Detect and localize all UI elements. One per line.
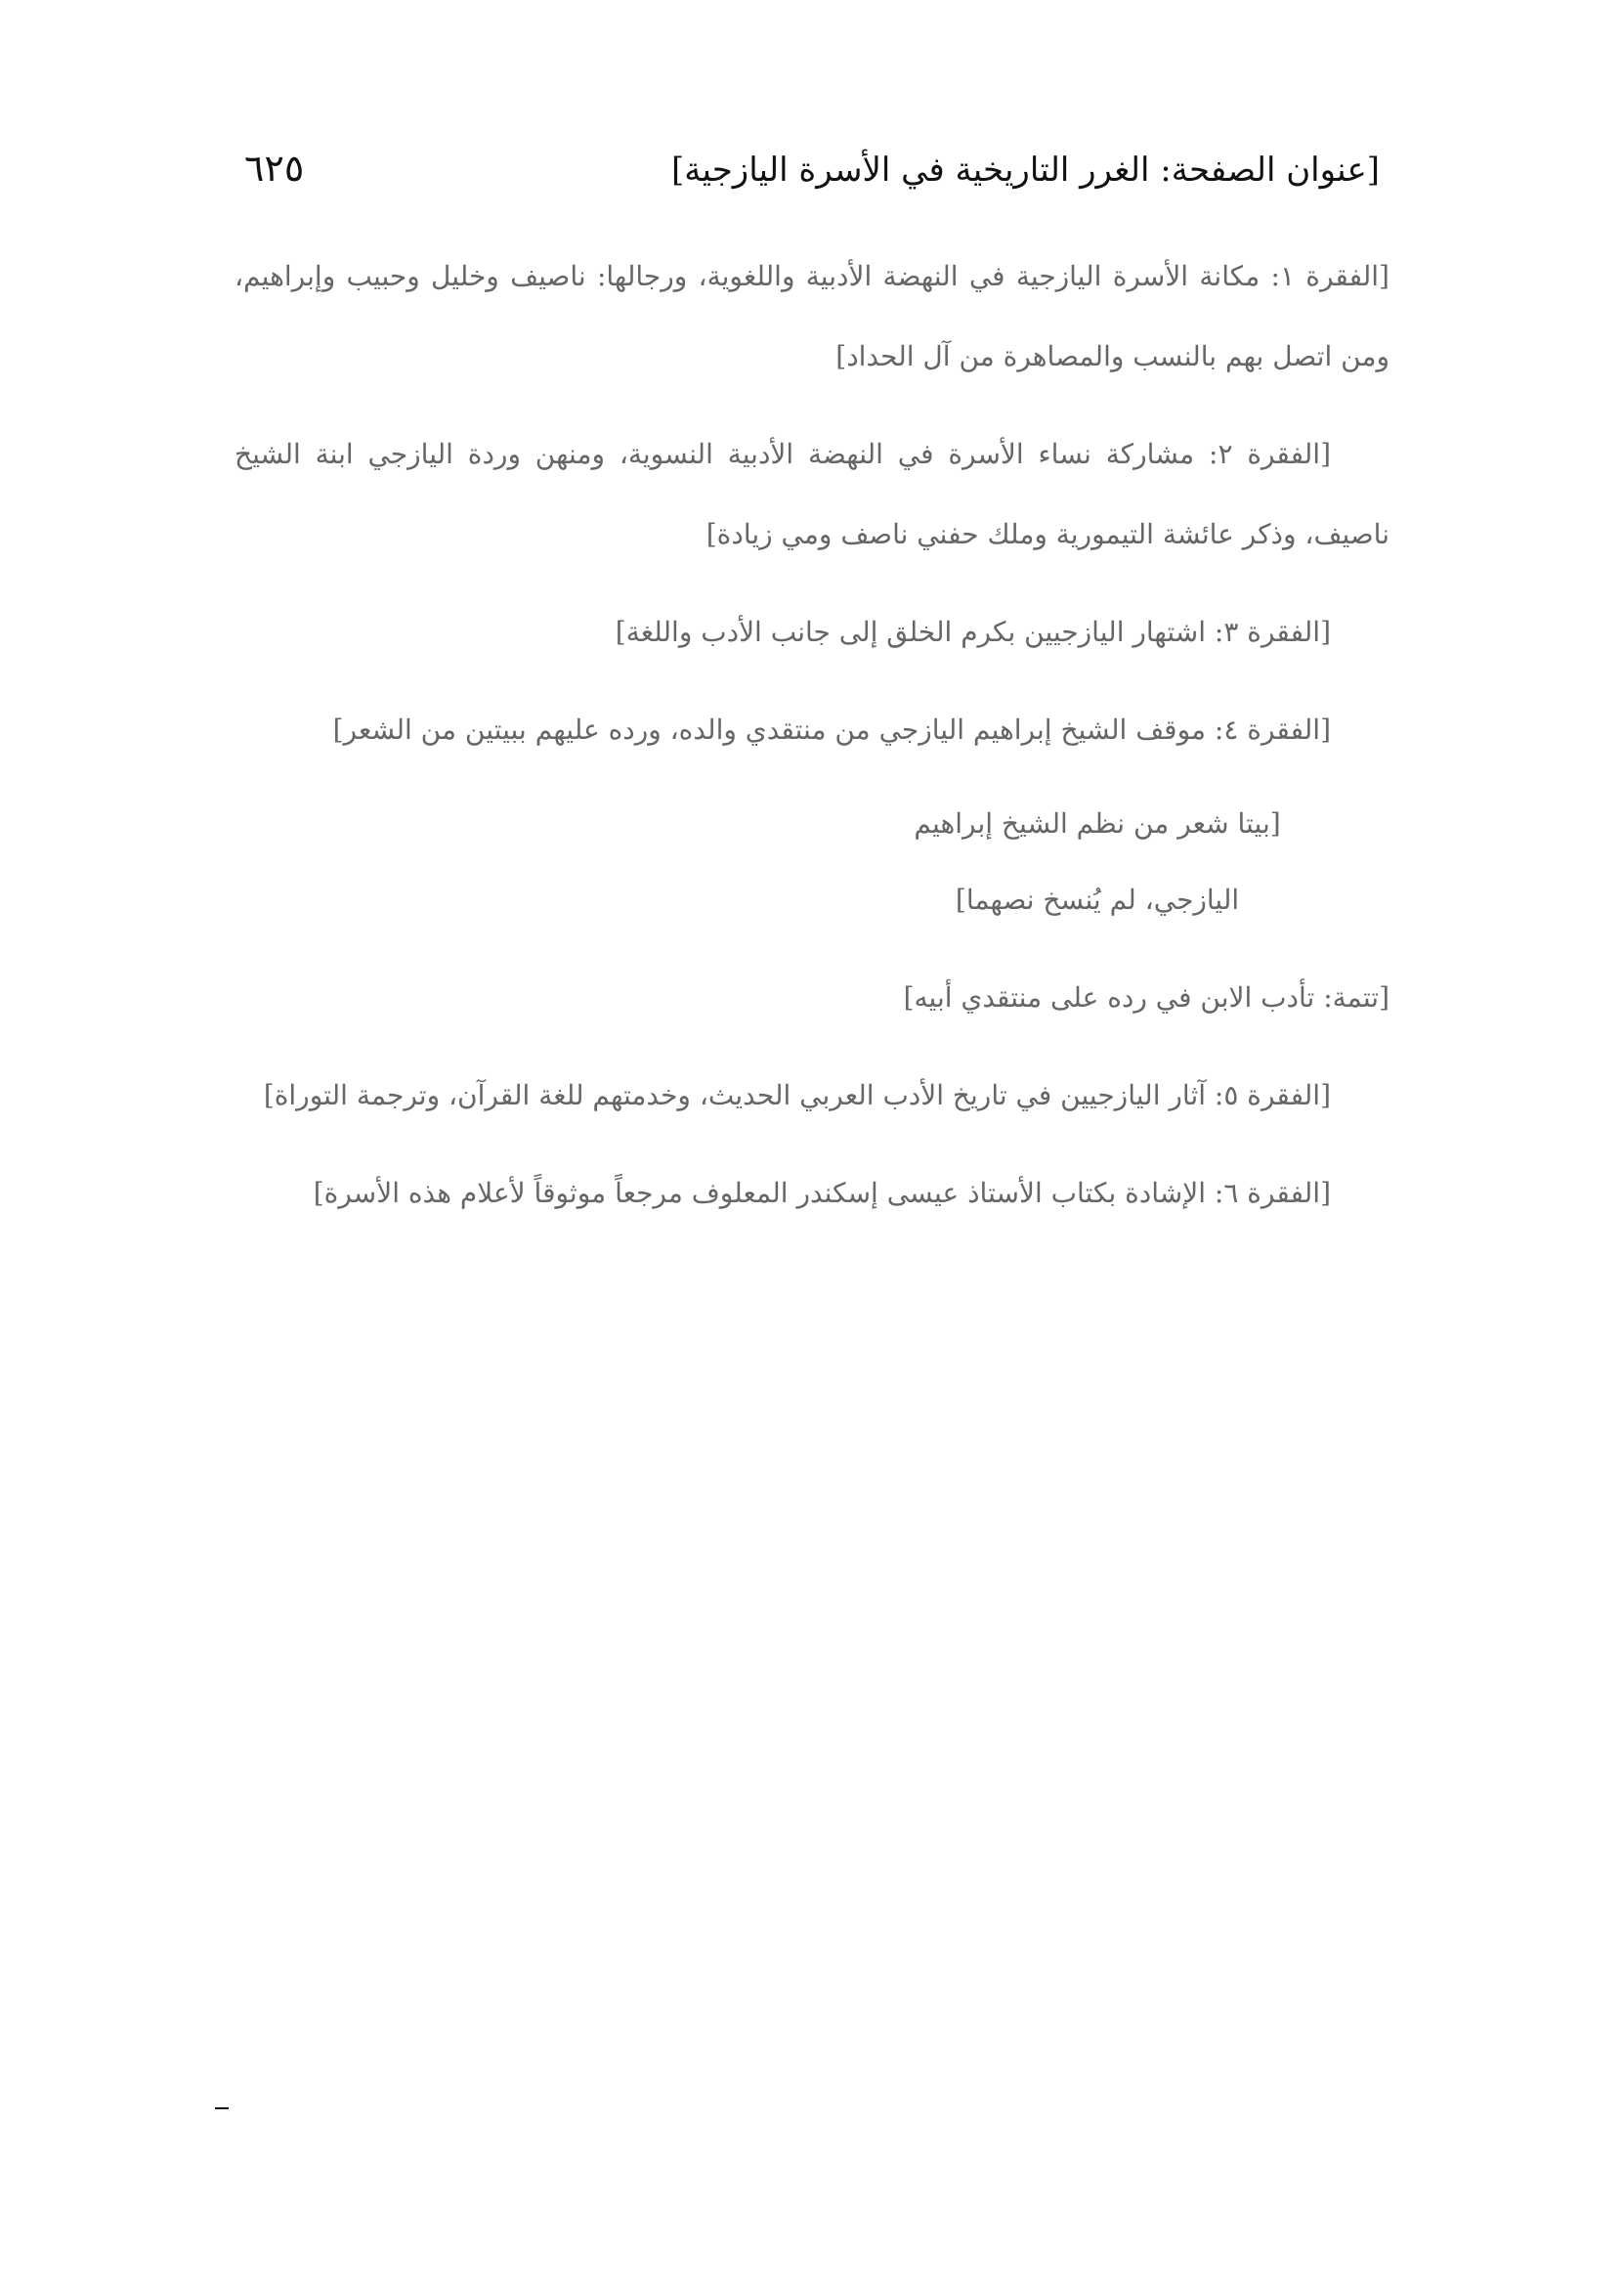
page-body [235,235,1389,1249]
poem-verses [293,786,1331,938]
paragraph: [الفقرة ١: مكانة الأسرة اليازجية في النهضة الأدبية واللغوية، ورجالها: ناصيف وخليل وحبيب وإبراهيم، ومن اتصل بهم بالنسب والمصاهرة من آل الحداد] [235,260,1389,372]
paragraph: [الفقرة ٦: الإشادة بكتاب الأستاذ عيسى إسكندر المعلوف مرجعاً موثوقاً لأعلام هذه الأسرة] [313,1177,1331,1209]
verses-placeholder: [بيتا شعر من نظم الشيخ إبراهيم اليازجي، لم يُنسخ نصهما] [914,807,1281,916]
running-head: [عنوان الصفحة: الغرر التاريخية في الأسرة اليازجية] [671,151,1380,190]
paragraph: [الفقرة ٤: موقف الشيخ إبراهيم اليازجي من منتقدي والده، ورده عليهم ببيتين من الشعر] [332,714,1331,746]
paragraph: [الفقرة ٣: اشتهار اليازجيين بكرم الخلق إلى جانب الأدب واللغة] [615,616,1331,648]
page-number: ٦٢٥ [244,147,305,190]
paragraph: [الفقرة ٥: آثار اليازجيين في تاريخ الأدب العربي الحديث، وخدمتهم للغة القرآن، وترجمة التوراة] [263,1079,1331,1111]
paragraph: [الفقرة ٢: مشاركة نساء الأسرة في النهضة الأدبية النسوية، ومنهن وردة اليازجي ابنة الشيخ ناصيف، وذكر عائشة التيمورية وملك حفني ناصف ومي زيادة] [235,438,1389,550]
verse [293,786,1331,938]
paragraph: [تتمة: تأدب الابن في رده على منتقدي أبيه] [903,981,1389,1014]
page-mark [215,2107,229,2109]
page-header [244,147,1380,190]
